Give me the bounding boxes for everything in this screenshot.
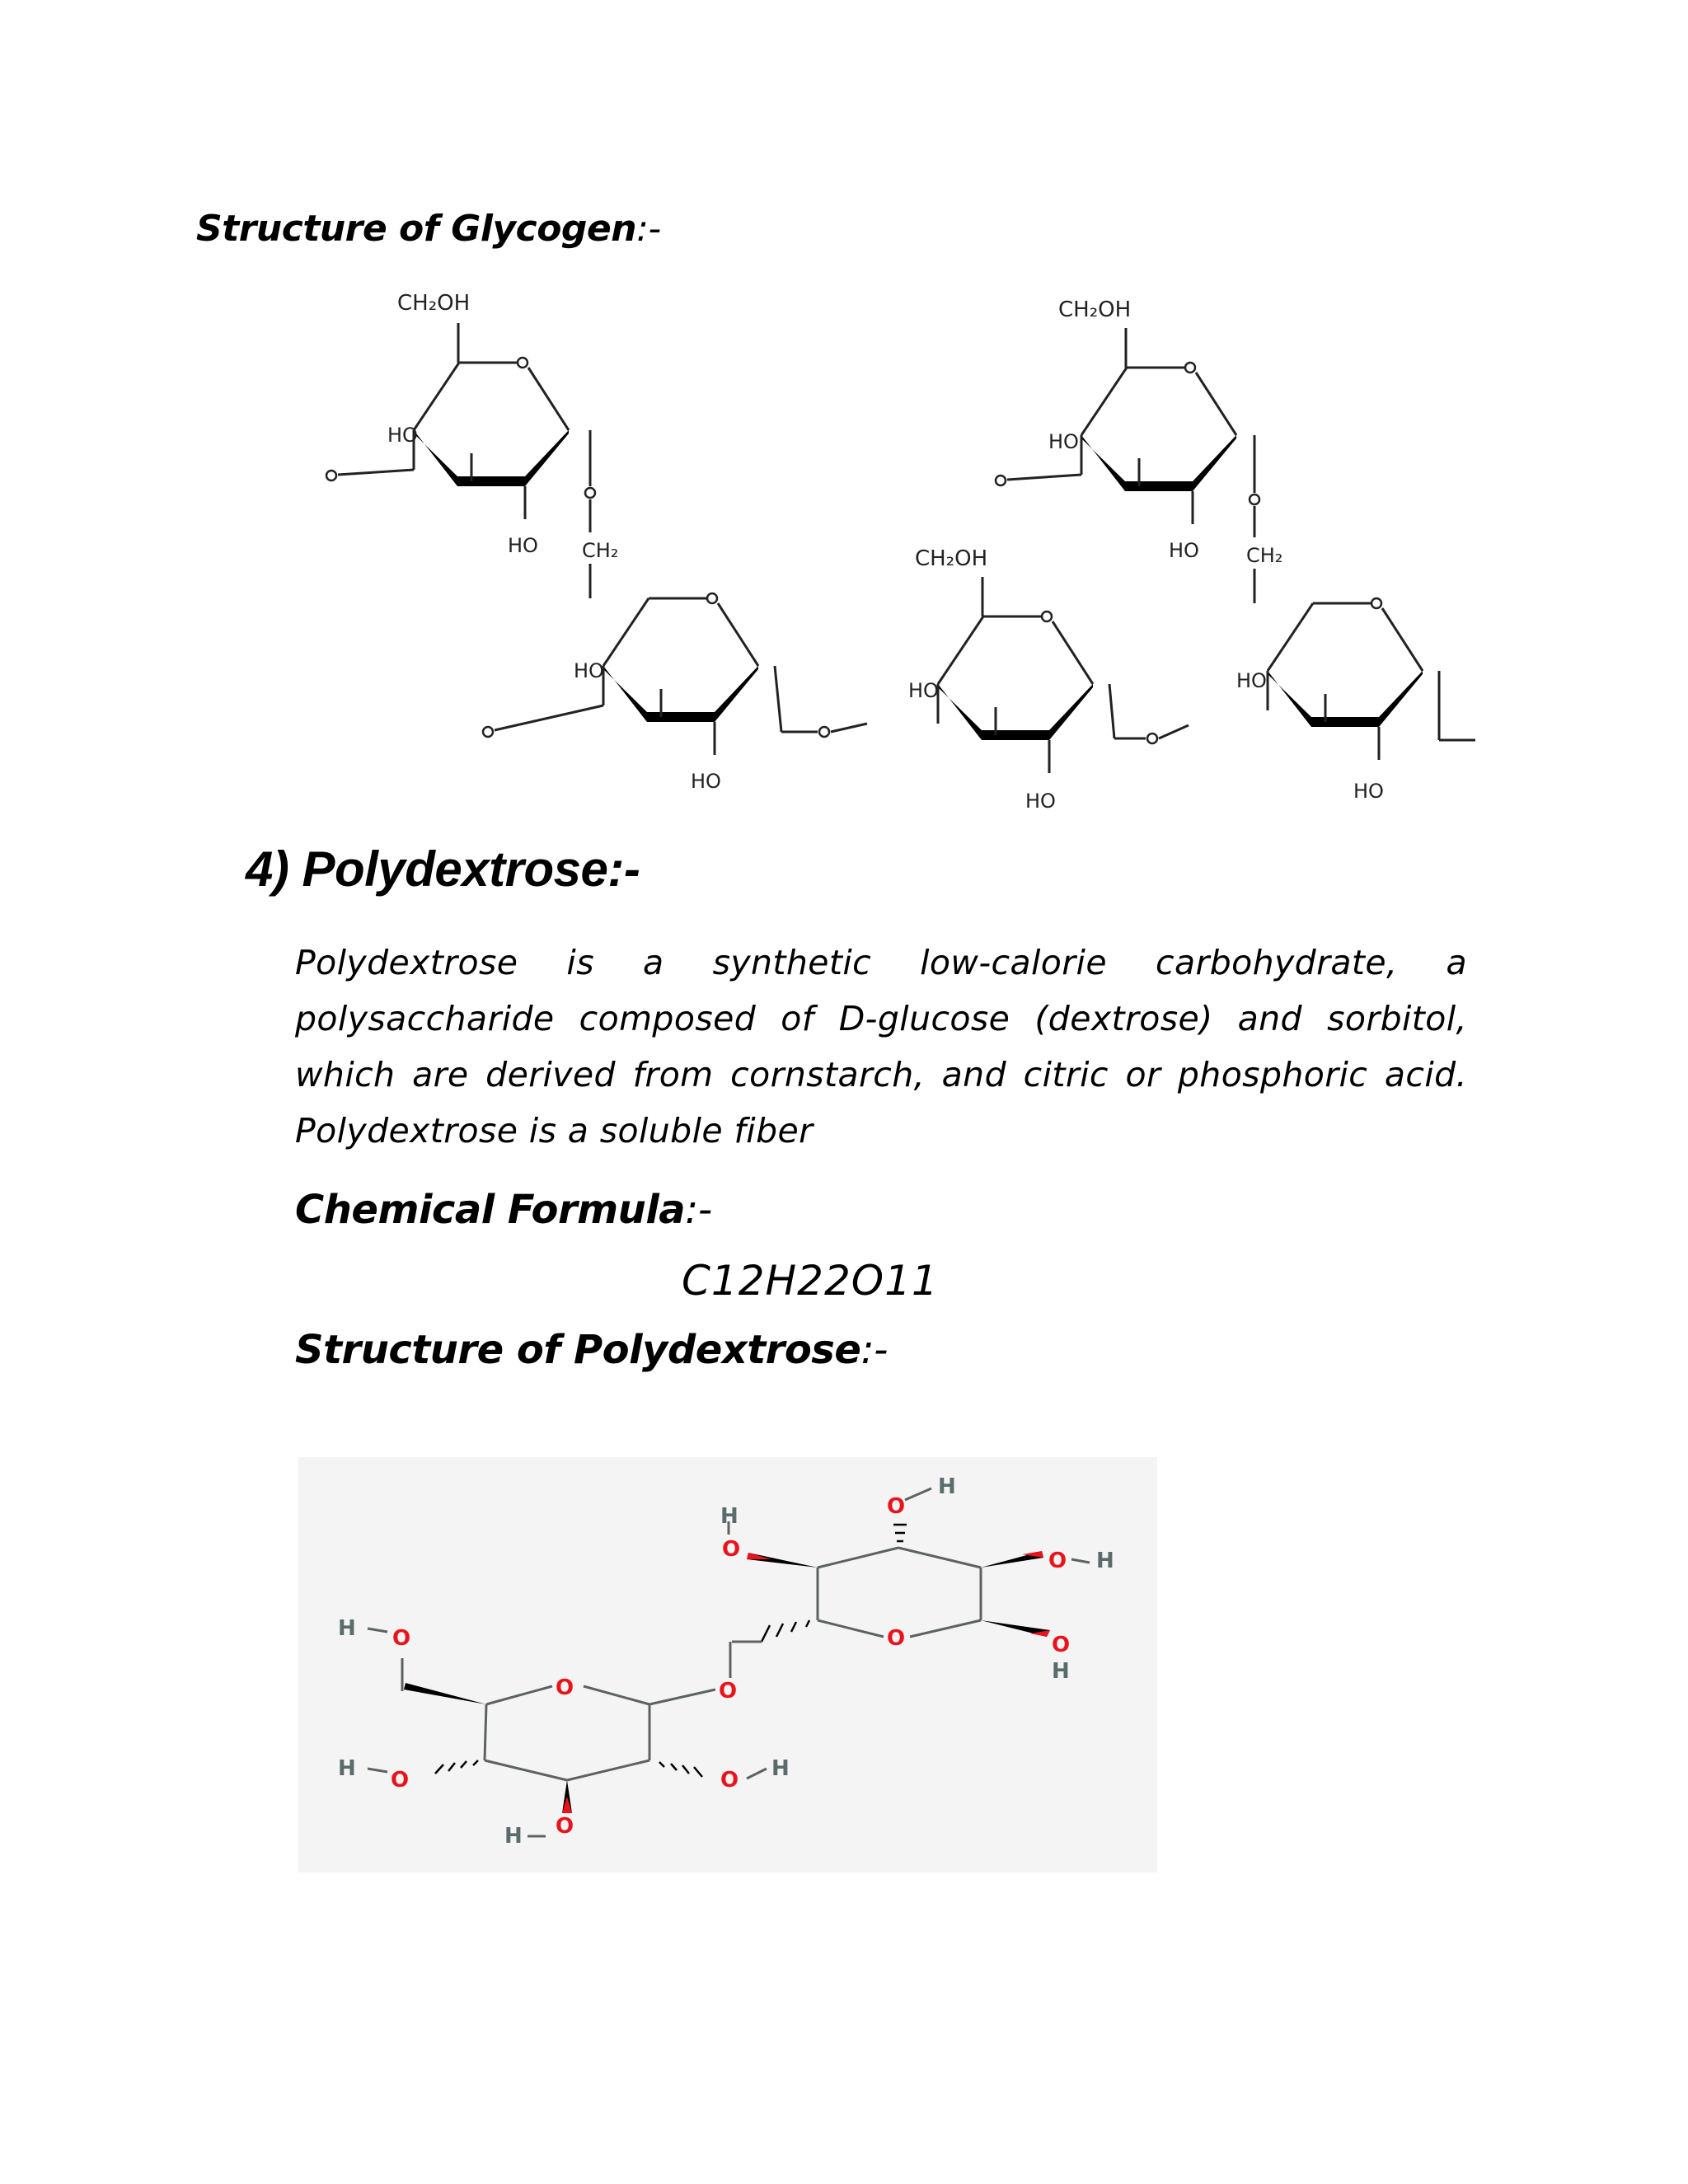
ch2-label: CH₂	[1246, 544, 1283, 567]
hydrogen-atom: H	[1052, 1659, 1070, 1684]
ho-label: HO	[908, 679, 939, 702]
hydrogen-atom: H	[1096, 1549, 1114, 1573]
hydrogen-atom: H	[338, 1756, 356, 1781]
hydrogen-atom: H	[938, 1474, 956, 1499]
ho-label: HO	[387, 424, 418, 447]
oxygen-atom: O	[556, 1675, 574, 1700]
ho-label: HO	[508, 534, 538, 557]
ho-label: HO	[1025, 790, 1056, 813]
oxygen-atom: O	[720, 1768, 739, 1793]
oxygen-atom: O	[391, 1768, 410, 1793]
oxygen-atom: O	[1048, 1549, 1067, 1573]
chemical-formula-label-suffix: :-	[685, 1187, 712, 1233]
oxygen-atom: O	[887, 1494, 906, 1519]
chemical-formula-label-text: Chemical Formula	[295, 1187, 686, 1233]
hydrogen-atom: H	[720, 1504, 738, 1529]
oxygen-atom: O	[392, 1626, 411, 1651]
polydextrose-structure-heading-suffix: :-	[860, 1327, 888, 1373]
hydrogen-atom: H	[338, 1616, 356, 1641]
chemical-formula-label	[295, 1187, 712, 1233]
ch2oh-label: CH₂OH	[397, 291, 471, 316]
glycogen-heading-suffix: :-	[636, 208, 661, 250]
description-paragraph: Polydextrose is a synthetic low-calorie carbohydrate, a polysaccharide composed of D-glucose (dextrose) and sorbitol, which are derived from cornstarch, and citric or phosphoric acid. Polydextrose is a soluble fiber	[295, 943, 1467, 1151]
polydextrose-structure-heading	[295, 1327, 888, 1373]
hydrogen-atom: H	[504, 1824, 523, 1849]
ho-label: HO	[1048, 430, 1079, 453]
ho-label: HO	[1169, 539, 1199, 562]
chemical-formula-value: C12H22O11	[682, 1257, 939, 1305]
ho-label: HO	[1236, 669, 1267, 692]
oxygen-atom: O	[1052, 1633, 1071, 1657]
glycogen-structure-diagram	[280, 280, 1484, 824]
oxygen-atom: O	[719, 1679, 738, 1704]
ho-label: HO	[574, 659, 604, 682]
ch2oh-label: CH₂OH	[915, 546, 988, 571]
ho-label: HO	[1353, 780, 1384, 803]
oxygen-atom: O	[556, 1814, 574, 1839]
ho-label: HO	[691, 770, 721, 793]
oxygen-atom: O	[722, 1537, 741, 1562]
ch2-label: CH₂	[582, 539, 619, 562]
glycogen-heading	[196, 208, 661, 250]
oxygen-atom: O	[887, 1626, 906, 1651]
polydextrose-structure-heading-text: Structure of Polydextrose	[295, 1327, 861, 1373]
glycogen-heading-text: Structure of Glycogen	[196, 208, 637, 250]
section-title: 4) Polydextrose:-	[246, 841, 640, 897]
hydrogen-atom: H	[771, 1756, 790, 1781]
polydextrose-structure-diagram	[298, 1457, 1157, 1872]
ch2oh-label: CH₂OH	[1058, 298, 1132, 322]
